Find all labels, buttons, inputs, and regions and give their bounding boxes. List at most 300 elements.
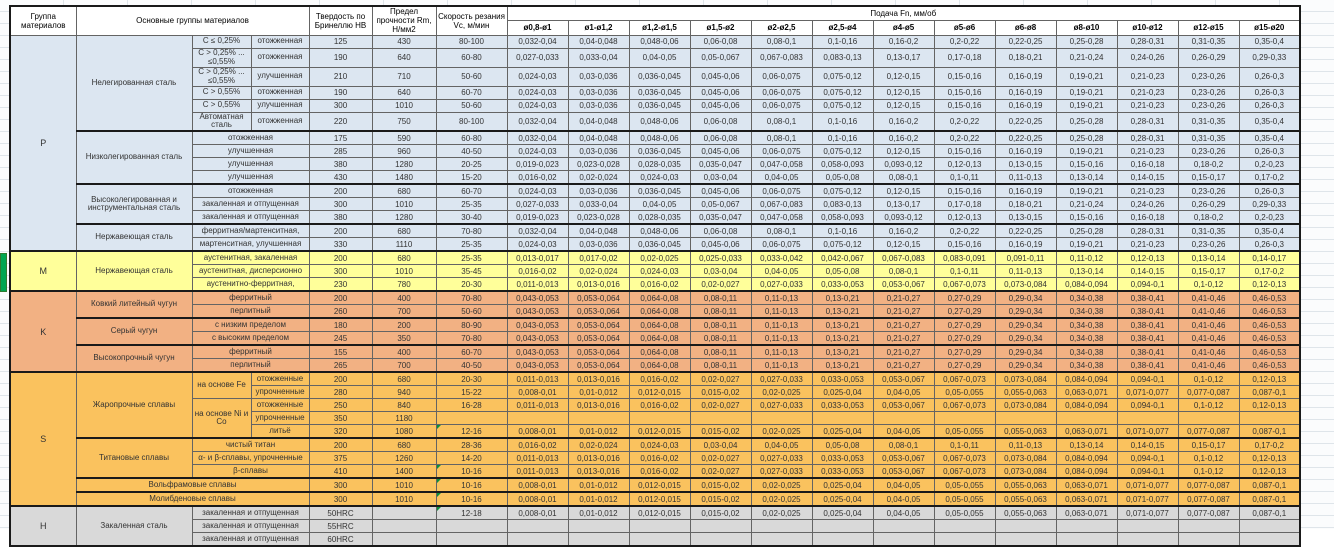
feed-cell[interactable]: 0,22-0,25 [995, 112, 1056, 131]
feed-cell[interactable]: 0,011-0,013 [507, 278, 568, 292]
feed-cell[interactable]: 0,053-0,067 [873, 399, 934, 412]
feed-cell[interactable]: 0,087-0,1 [1239, 478, 1300, 492]
feed-cell[interactable]: 0,18-0,2 [1178, 158, 1239, 171]
feed-cell[interactable]: 0,093-0,12 [873, 158, 934, 171]
feed-cell[interactable]: 0,064-0,08 [629, 305, 690, 319]
feed-cell[interactable]: 0,075-0,12 [812, 67, 873, 86]
feed-cell[interactable]: 0,16-0,18 [1117, 211, 1178, 225]
feed-cell[interactable]: 0,058-0,093 [812, 211, 873, 225]
feed-cell[interactable]: 0,12-0,13 [1239, 372, 1300, 386]
speed-cell[interactable]: 25-35 [436, 251, 507, 265]
feed-cell[interactable]: 0,024-0,03 [507, 99, 568, 112]
speed-cell[interactable]: 10-16 [436, 478, 507, 492]
feed-cell[interactable]: 0,05-0,08 [812, 438, 873, 452]
feed-cell[interactable]: 0,01-0,012 [568, 506, 629, 520]
feed-cell[interactable]: 0,35-0,4 [1239, 35, 1300, 48]
feed-cell[interactable]: 0,14-0,17 [1239, 251, 1300, 265]
feed-cell[interactable]: 0,064-0,08 [629, 332, 690, 346]
feed-cell[interactable]: 0,045-0,06 [690, 238, 751, 252]
feed-cell[interactable]: 0,26-0,3 [1239, 67, 1300, 86]
feed-cell[interactable]: 0,053-0,064 [568, 332, 629, 346]
feed-cell[interactable]: 0,032-0,04 [507, 224, 568, 238]
speed-cell[interactable]: 10-16 [436, 492, 507, 506]
feed-cell[interactable]: 0,13-0,15 [995, 211, 1056, 225]
feed-cell[interactable]: 0,084-0,094 [1056, 465, 1117, 479]
feed-cell[interactable]: 0,015-0,02 [690, 492, 751, 506]
feed-cell[interactable]: 0,043-0,053 [507, 305, 568, 319]
feed-cell[interactable]: 0,12-0,13 [1239, 399, 1300, 412]
feed-cell[interactable]: 0,084-0,094 [1056, 372, 1117, 386]
feed-cell[interactable] [568, 412, 629, 425]
material-label-cell[interactable]: Закаленная сталь [76, 506, 192, 546]
feed-cell[interactable]: 0,035-0,047 [690, 158, 751, 171]
feed-cell[interactable] [1178, 412, 1239, 425]
feed-cell[interactable]: 0,12-0,13 [1239, 452, 1300, 465]
material-label-cell[interactable]: Низколегированная сталь [76, 131, 192, 184]
feed-cell[interactable]: 0,073-0,084 [995, 452, 1056, 465]
feed-cell[interactable]: 0,064-0,08 [629, 291, 690, 305]
hardness-cell[interactable]: 300 [309, 265, 372, 278]
hardness-cell[interactable]: 190 [309, 48, 372, 67]
feed-cell[interactable]: 0,35-0,4 [1239, 224, 1300, 238]
feed-cell[interactable]: 0,14-0,15 [1117, 438, 1178, 452]
feed-cell[interactable]: 0,067-0,073 [934, 278, 995, 292]
feed-cell[interactable]: 0,15-0,16 [934, 238, 995, 252]
feed-cell[interactable]: 0,08-0,11 [690, 291, 751, 305]
material-label-cell[interactable]: закаленная и отпущенная [192, 533, 309, 547]
feed-cell[interactable]: 0,084-0,094 [1056, 452, 1117, 465]
feed-cell[interactable]: 0,094-0,1 [1117, 452, 1178, 465]
feed-cell[interactable] [690, 533, 751, 547]
speed-cell[interactable]: 35-45 [436, 265, 507, 278]
strength-cell[interactable]: 680 [372, 372, 436, 386]
feed-cell[interactable]: 0,2-0,22 [934, 131, 995, 145]
diameter-header[interactable]: ø1,2-ø1,5 [629, 21, 690, 35]
speed-cell[interactable]: 16-28 [436, 399, 507, 412]
feed-cell[interactable]: 0,17-0,2 [1239, 438, 1300, 452]
feed-cell[interactable]: 0,075-0,12 [812, 184, 873, 198]
feed-cell[interactable]: 0,04-0,048 [568, 224, 629, 238]
speed-cell[interactable]: 12-18 [436, 506, 507, 520]
feed-cell[interactable]: 0,027-0,033 [751, 452, 812, 465]
feed-cell[interactable]: 0,35-0,4 [1239, 112, 1300, 131]
feed-cell[interactable]: 0,46-0,53 [1239, 318, 1300, 332]
strength-cell[interactable]: 1400 [372, 465, 436, 479]
feed-cell[interactable]: 0,027-0,033 [751, 399, 812, 412]
strength-cell[interactable]: 400 [372, 291, 436, 305]
feed-cell[interactable]: 0,03-0,036 [568, 86, 629, 99]
feed-cell[interactable]: 0,071-0,077 [1117, 492, 1178, 506]
feed-cell[interactable]: 0,21-0,23 [1117, 99, 1178, 112]
speed-cell[interactable] [436, 520, 507, 533]
hardness-cell[interactable]: 250 [309, 399, 372, 412]
feed-cell[interactable] [1117, 520, 1178, 533]
feed-cell[interactable]: 0,08-0,11 [690, 318, 751, 332]
feed-cell[interactable]: 0,027-0,033 [751, 465, 812, 479]
feed-cell[interactable] [873, 412, 934, 425]
material-label-cell[interactable]: улучшенная [251, 67, 309, 86]
speed-cell[interactable]: 25-35 [436, 238, 507, 252]
feed-cell[interactable]: 0,46-0,53 [1239, 359, 1300, 373]
hardness-cell[interactable]: 200 [309, 184, 372, 198]
feed-cell[interactable]: 0,38-0,41 [1117, 291, 1178, 305]
speed-cell[interactable] [436, 533, 507, 547]
feed-cell[interactable] [568, 520, 629, 533]
hardness-cell[interactable]: 300 [309, 198, 372, 211]
feed-cell[interactable]: 0,043-0,053 [507, 345, 568, 359]
speed-cell[interactable]: 60-70 [436, 86, 507, 99]
feed-cell[interactable]: 0,34-0,38 [1056, 305, 1117, 319]
strength-cell[interactable]: 350 [372, 332, 436, 346]
material-label-cell[interactable]: Ковкий литейный чугун [76, 291, 192, 318]
feed-cell[interactable]: 0,01-0,012 [568, 425, 629, 439]
diameter-header[interactable]: ø12-ø15 [1178, 21, 1239, 35]
material-label-cell[interactable]: Нелегированная сталь [76, 35, 192, 131]
feed-cell[interactable]: 0,16-0,19 [995, 99, 1056, 112]
feed-cell[interactable]: 0,25-0,28 [1056, 224, 1117, 238]
material-label-cell[interactable]: Жаропрочные сплавы [76, 372, 192, 438]
feed-cell[interactable]: 0,073-0,084 [995, 372, 1056, 386]
feed-cell[interactable]: 0,06-0,075 [751, 145, 812, 158]
feed-cell[interactable]: 0,28-0,31 [1117, 224, 1178, 238]
material-label-cell[interactable]: мартенситная, улучшенная [192, 238, 309, 252]
feed-cell[interactable]: 0,01-0,012 [568, 386, 629, 399]
feed-cell[interactable]: 0,38-0,41 [1117, 345, 1178, 359]
feed-cell[interactable]: 0,008-0,01 [507, 492, 568, 506]
feed-cell[interactable]: 0,11-0,13 [995, 265, 1056, 278]
material-label-cell[interactable]: Автоматная сталь [192, 112, 251, 131]
feed-cell[interactable]: 0,045-0,06 [690, 99, 751, 112]
feed-cell[interactable]: 0,08-0,1 [751, 224, 812, 238]
material-label-cell[interactable]: улучшенная [192, 171, 309, 185]
feed-cell[interactable]: 0,045-0,06 [690, 184, 751, 198]
feed-cell[interactable]: 0,05-0,055 [934, 386, 995, 399]
feed-cell[interactable]: 0,045-0,06 [690, 145, 751, 158]
feed-cell[interactable]: 0,18-0,21 [995, 48, 1056, 67]
speed-cell[interactable]: 10-16 [436, 465, 507, 479]
strength-cell[interactable] [372, 506, 436, 520]
feed-cell[interactable]: 0,033-0,053 [812, 278, 873, 292]
feed-cell[interactable]: 0,024-0,03 [507, 67, 568, 86]
feed-cell[interactable]: 0,013-0,016 [568, 372, 629, 386]
feed-cell[interactable]: 0,12-0,13 [934, 211, 995, 225]
feed-cell[interactable]: 0,08-0,1 [873, 265, 934, 278]
feed-cell[interactable]: 0,21-0,24 [1056, 198, 1117, 211]
feed-cell[interactable]: 0,033-0,053 [812, 452, 873, 465]
feed-header[interactable]: Подача Fn, мм/об [507, 6, 1300, 21]
hardness-cell[interactable]: 60HRC [309, 533, 372, 547]
hardness-cell[interactable]: 285 [309, 145, 372, 158]
feed-cell[interactable] [568, 533, 629, 547]
feed-cell[interactable]: 0,13-0,14 [1056, 171, 1117, 185]
feed-cell[interactable]: 0,045-0,06 [690, 86, 751, 99]
speed-cell[interactable]: 50-60 [436, 99, 507, 112]
feed-cell[interactable]: 0,05-0,055 [934, 492, 995, 506]
feed-cell[interactable] [629, 412, 690, 425]
feed-cell[interactable]: 0,21-0,23 [1117, 184, 1178, 198]
feed-cell[interactable]: 0,13-0,17 [873, 198, 934, 211]
feed-cell[interactable]: 0,26-0,3 [1239, 86, 1300, 99]
feed-cell[interactable]: 0,027-0,033 [751, 372, 812, 386]
material-label-cell[interactable]: β-сплавы [192, 465, 309, 479]
feed-cell[interactable] [995, 520, 1056, 533]
feed-cell[interactable]: 0,083-0,091 [934, 251, 995, 265]
feed-cell[interactable]: 0,12-0,15 [873, 67, 934, 86]
material-label-cell[interactable]: закаленная и отпущенная [192, 506, 309, 520]
strength-cell[interactable]: 960 [372, 145, 436, 158]
feed-cell[interactable]: 0,048-0,06 [629, 112, 690, 131]
speed-cell[interactable]: 25-35 [436, 198, 507, 211]
feed-cell[interactable]: 0,047-0,058 [751, 211, 812, 225]
feed-cell[interactable] [873, 520, 934, 533]
feed-cell[interactable]: 0,013-0,016 [568, 399, 629, 412]
speed-cell[interactable]: 70-80 [436, 224, 507, 238]
feed-cell[interactable]: 0,21-0,27 [873, 318, 934, 332]
hardness-cell[interactable]: 300 [309, 492, 372, 506]
feed-cell[interactable]: 0,087-0,1 [1239, 492, 1300, 506]
feed-cell[interactable] [995, 533, 1056, 547]
diameter-header[interactable]: ø1,5-ø2 [690, 21, 751, 35]
feed-cell[interactable]: 0,41-0,46 [1178, 332, 1239, 346]
feed-cell[interactable]: 0,16-0,19 [995, 184, 1056, 198]
main-groups-header[interactable]: Основные группы материалов [76, 6, 309, 35]
feed-cell[interactable]: 0,016-0,02 [629, 278, 690, 292]
feed-cell[interactable] [812, 520, 873, 533]
hardness-cell[interactable]: 210 [309, 67, 372, 86]
feed-cell[interactable]: 0,13-0,21 [812, 305, 873, 319]
hardness-header[interactable]: Твердость по Бринеллю НВ [309, 6, 372, 35]
feed-cell[interactable]: 0,027-0,033 [751, 278, 812, 292]
feed-cell[interactable]: 0,043-0,053 [507, 318, 568, 332]
feed-cell[interactable]: 0,013-0,017 [507, 251, 568, 265]
feed-cell[interactable]: 0,032-0,04 [507, 131, 568, 145]
feed-cell[interactable]: 0,34-0,38 [1056, 318, 1117, 332]
material-label-cell[interactable]: отожженные [251, 399, 309, 412]
feed-cell[interactable] [934, 533, 995, 547]
hardness-cell[interactable]: 320 [309, 425, 372, 439]
strength-cell[interactable]: 710 [372, 67, 436, 86]
feed-cell[interactable]: 0,35-0,4 [1239, 131, 1300, 145]
speed-cell[interactable]: 60-70 [436, 345, 507, 359]
strength-cell[interactable]: 750 [372, 112, 436, 131]
feed-cell[interactable]: 0,071-0,077 [1117, 478, 1178, 492]
feed-cell[interactable]: 0,02-0,025 [751, 506, 812, 520]
feed-cell[interactable]: 0,053-0,064 [568, 318, 629, 332]
feed-cell[interactable]: 0,045-0,06 [690, 67, 751, 86]
feed-cell[interactable]: 0,071-0,077 [1117, 386, 1178, 399]
diameter-header[interactable]: ø8-ø10 [1056, 21, 1117, 35]
feed-cell[interactable]: 0,016-0,02 [507, 171, 568, 185]
feed-cell[interactable]: 0,024-0,03 [507, 238, 568, 252]
speed-cell[interactable]: 20-30 [436, 372, 507, 386]
speed-cell[interactable]: 60-80 [436, 48, 507, 67]
feed-cell[interactable]: 0,17-0,2 [1239, 265, 1300, 278]
feed-cell[interactable]: 0,016-0,02 [629, 465, 690, 479]
feed-cell[interactable]: 0,02-0,025 [629, 251, 690, 265]
feed-cell[interactable]: 0,025-0,04 [812, 492, 873, 506]
feed-cell[interactable]: 0,12-0,15 [873, 145, 934, 158]
feed-cell[interactable]: 0,26-0,29 [1178, 198, 1239, 211]
feed-cell[interactable]: 0,073-0,084 [995, 465, 1056, 479]
feed-cell[interactable]: 0,016-0,02 [629, 372, 690, 386]
hardness-cell[interactable]: 230 [309, 278, 372, 292]
diameter-header[interactable]: ø0,8-ø1 [507, 21, 568, 35]
feed-cell[interactable]: 0,053-0,067 [873, 452, 934, 465]
feed-cell[interactable]: 0,033-0,04 [568, 48, 629, 67]
feed-cell[interactable]: 0,008-0,01 [507, 506, 568, 520]
feed-cell[interactable]: 0,067-0,083 [873, 251, 934, 265]
strength-cell[interactable]: 1280 [372, 211, 436, 225]
feed-cell[interactable]: 0,46-0,53 [1239, 345, 1300, 359]
feed-cell[interactable]: 0,41-0,46 [1178, 305, 1239, 319]
diameter-header[interactable]: ø10-ø12 [1117, 21, 1178, 35]
feed-cell[interactable]: 0,03-0,036 [568, 238, 629, 252]
feed-cell[interactable]: 0,13-0,21 [812, 291, 873, 305]
feed-cell[interactable]: 0,02-0,025 [751, 492, 812, 506]
feed-cell[interactable]: 0,23-0,26 [1178, 184, 1239, 198]
hardness-cell[interactable]: 220 [309, 112, 372, 131]
feed-cell[interactable]: 0,024-0,03 [629, 265, 690, 278]
strength-cell[interactable]: 700 [372, 359, 436, 373]
feed-cell[interactable]: 0,28-0,31 [1117, 131, 1178, 145]
feed-cell[interactable]: 0,21-0,23 [1117, 238, 1178, 252]
feed-cell[interactable]: 0,033-0,042 [751, 251, 812, 265]
feed-cell[interactable]: 0,023-0,028 [568, 211, 629, 225]
feed-cell[interactable]: 0,15-0,16 [934, 86, 995, 99]
feed-cell[interactable]: 0,13-0,21 [812, 318, 873, 332]
hardness-cell[interactable]: 200 [309, 372, 372, 386]
feed-cell[interactable]: 0,075-0,12 [812, 238, 873, 252]
feed-cell[interactable]: 0,12-0,13 [934, 158, 995, 171]
feed-cell[interactable]: 0,017-0,02 [568, 251, 629, 265]
strength-cell[interactable]: 1010 [372, 99, 436, 112]
feed-cell[interactable]: 0,04-0,048 [568, 131, 629, 145]
feed-cell[interactable]: 0,06-0,075 [751, 184, 812, 198]
feed-cell[interactable]: 0,08-0,1 [751, 112, 812, 131]
speed-cell[interactable]: 50-60 [436, 305, 507, 319]
feed-cell[interactable]: 0,29-0,33 [1239, 48, 1300, 67]
feed-cell[interactable]: 0,067-0,073 [934, 465, 995, 479]
feed-cell[interactable]: 0,11-0,13 [751, 345, 812, 359]
feed-cell[interactable]: 0,34-0,38 [1056, 359, 1117, 373]
feed-cell[interactable]: 0,033-0,053 [812, 372, 873, 386]
feed-cell[interactable]: 0,14-0,15 [1117, 171, 1178, 185]
feed-cell[interactable]: 0,19-0,21 [1056, 67, 1117, 86]
feed-cell[interactable]: 0,16-0,19 [995, 238, 1056, 252]
feed-cell[interactable]: 0,16-0,19 [995, 145, 1056, 158]
strength-cell[interactable] [372, 520, 436, 533]
feed-cell[interactable]: 0,028-0,035 [629, 158, 690, 171]
feed-cell[interactable]: 0,12-0,13 [1239, 465, 1300, 479]
strength-cell[interactable]: 1010 [372, 478, 436, 492]
feed-cell[interactable]: 0,06-0,075 [751, 238, 812, 252]
speed-cell[interactable]: 70-80 [436, 291, 507, 305]
feed-cell[interactable] [934, 520, 995, 533]
feed-cell[interactable]: 0,38-0,41 [1117, 305, 1178, 319]
feed-cell[interactable]: 0,27-0,29 [934, 345, 995, 359]
feed-cell[interactable]: 0,2-0,23 [1239, 158, 1300, 171]
feed-cell[interactable]: 0,26-0,3 [1239, 184, 1300, 198]
feed-cell[interactable]: 0,19-0,21 [1056, 145, 1117, 158]
material-label-cell[interactable]: улучшенная [192, 145, 309, 158]
feed-cell[interactable]: 0,02-0,025 [751, 425, 812, 439]
strength-cell[interactable]: 700 [372, 305, 436, 319]
feed-cell[interactable]: 0,04-0,05 [629, 48, 690, 67]
feed-cell[interactable]: 0,15-0,16 [934, 99, 995, 112]
feed-cell[interactable]: 0,21-0,23 [1117, 67, 1178, 86]
feed-cell[interactable]: 0,008-0,01 [507, 478, 568, 492]
feed-cell[interactable]: 0,29-0,34 [995, 345, 1056, 359]
feed-cell[interactable]: 0,46-0,53 [1239, 332, 1300, 346]
strength-cell[interactable]: 1280 [372, 158, 436, 171]
feed-cell[interactable]: 0,15-0,16 [934, 184, 995, 198]
feed-cell[interactable]: 0,31-0,35 [1178, 35, 1239, 48]
feed-cell[interactable]: 0,03-0,04 [690, 265, 751, 278]
feed-cell[interactable]: 0,31-0,35 [1178, 112, 1239, 131]
strength-cell[interactable]: 1480 [372, 171, 436, 185]
feed-cell[interactable]: 0,26-0,29 [1178, 48, 1239, 67]
speed-cell[interactable]: 60-70 [436, 184, 507, 198]
material-label-cell[interactable]: улучшенная [192, 158, 309, 171]
feed-cell[interactable]: 0,21-0,27 [873, 359, 934, 373]
feed-cell[interactable]: 0,31-0,35 [1178, 131, 1239, 145]
feed-cell[interactable]: 0,03-0,036 [568, 67, 629, 86]
strength-cell[interactable]: 1080 [372, 425, 436, 439]
feed-cell[interactable]: 0,077-0,087 [1178, 386, 1239, 399]
feed-cell[interactable] [751, 533, 812, 547]
feed-cell[interactable]: 0,016-0,02 [507, 438, 568, 452]
feed-cell[interactable]: 0,08-0,1 [751, 131, 812, 145]
feed-cell[interactable]: 0,15-0,16 [934, 145, 995, 158]
feed-cell[interactable]: 0,024-0,03 [507, 86, 568, 99]
feed-cell[interactable]: 0,015-0,02 [690, 386, 751, 399]
feed-cell[interactable]: 0,13-0,14 [1056, 265, 1117, 278]
material-label-cell[interactable]: закаленная и отпущенная [192, 198, 309, 211]
feed-cell[interactable]: 0,033-0,053 [812, 465, 873, 479]
strength-cell[interactable]: 1010 [372, 492, 436, 506]
feed-cell[interactable] [1239, 520, 1300, 533]
feed-cell[interactable]: 0,036-0,045 [629, 99, 690, 112]
material-label-cell[interactable]: аустенитная, закаленная [192, 251, 309, 265]
feed-cell[interactable]: 0,27-0,29 [934, 359, 995, 373]
feed-cell[interactable]: 0,032-0,04 [507, 35, 568, 48]
feed-cell[interactable]: 0,023-0,028 [568, 158, 629, 171]
strength-cell[interactable] [372, 533, 436, 547]
feed-cell[interactable]: 0,15-0,16 [1056, 211, 1117, 225]
diameter-header[interactable]: ø5-ø6 [934, 21, 995, 35]
strength-cell[interactable]: 1180 [372, 412, 436, 425]
feed-cell[interactable]: 0,13-0,14 [1056, 438, 1117, 452]
strength-cell[interactable]: 680 [372, 251, 436, 265]
material-label-cell[interactable]: ферритный [192, 291, 309, 305]
material-label-cell[interactable]: Вольфрамовые сплавы [76, 478, 309, 492]
material-label-cell[interactable]: Титановые сплавы [76, 438, 192, 478]
feed-cell[interactable]: 0,1-0,11 [934, 265, 995, 278]
diameter-header[interactable]: ø2-ø2,5 [751, 21, 812, 35]
feed-cell[interactable]: 0,02-0,027 [690, 452, 751, 465]
diameter-header[interactable]: ø4-ø5 [873, 21, 934, 35]
strength-cell[interactable]: 1010 [372, 265, 436, 278]
speed-cell[interactable]: 80-100 [436, 35, 507, 48]
material-label-cell[interactable]: чистый титан [192, 438, 309, 452]
feed-cell[interactable]: 0,27-0,29 [934, 332, 995, 346]
feed-cell[interactable]: 0,14-0,15 [1117, 265, 1178, 278]
feed-cell[interactable]: 0,1-0,12 [1178, 465, 1239, 479]
feed-cell[interactable]: 0,084-0,094 [1056, 399, 1117, 412]
feed-cell[interactable]: 0,05-0,08 [812, 265, 873, 278]
material-label-cell[interactable]: C > 0,55% [192, 86, 251, 99]
feed-cell[interactable]: 0,067-0,073 [934, 452, 995, 465]
